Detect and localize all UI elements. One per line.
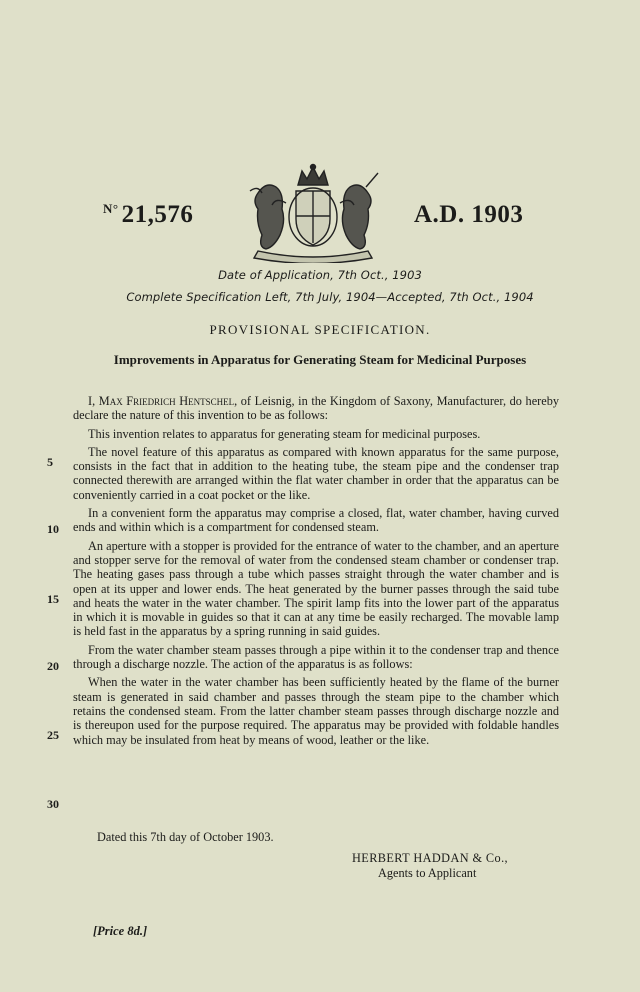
paragraph-operation: When the water in the water chamber has been sufficiently heated by the flame of the burner steam is generated in said chamber and passes through the steam pipe to the chamber which retains the condensed steam. From the latter chamber steam passes through discharge nozzle and is thereupon used for the purpose required. The apparatus may be provided with foldable handles which may be insulated from heat by means of wood, leather or the like.: [73, 675, 559, 747]
line-number: 10: [47, 522, 59, 536]
price-label: [Price 8d.]: [93, 924, 148, 938]
line-number: 20: [47, 659, 59, 673]
complete-specification-date: Complete Specification Left, 7th July, 1904—Accepted, 7th Oct., 1904: [126, 290, 534, 304]
patent-number: [103, 201, 193, 229]
section-heading: PROVISIONAL SPECIFICATION.: [209, 322, 431, 337]
paragraph-relates: This invention relates to apparatus for generating steam for medicinal purposes.: [88, 426, 481, 441]
patent-year: A.D. 1903: [414, 201, 524, 228]
paragraph-novel-feature: The novel feature of this apparatus as compared with known apparatus for the same purpose, consists in the fact that in addition to the heating tube, the steam pipe and the condenser trap connected therewith are arranged within the flat water chamber in order that the apparatus can be conveniently carried in a coat pocket or the like.: [73, 444, 559, 502]
paragraph-steam-path: From the water chamber steam passes through a pipe within it to the condenser trap and thence through a discharge nozzle. The action of the apparatus is as follows:: [73, 642, 559, 672]
paragraph-aperture: An aperture with a stopper is provided for the entrance of water to the chamber, and an aperture and stopper serve for the removal of water from the condensed steam chamber or condenser trap. The heating gases pass through a tube which passes straight through the water chamber and is open at its upper and lower ends. The heat generated by the burner passes through the said tube and heats the water in the water chamber. The spirit lamp fits into the lower part of the apparatus in which it is movable in guides so that it can at any time be easily recharged. The movable lamp is held fast in the apparatus by a spring running in said guides.: [73, 538, 559, 639]
patent-title: Improvements in Apparatus for Generating Steam for Medicinal Purposes: [113, 352, 527, 367]
line-number: 30: [47, 797, 59, 811]
line-number: 15: [47, 592, 59, 606]
number-prefix: N°: [103, 201, 119, 216]
dated-line: Dated this 7th day of October 1903.: [97, 830, 274, 844]
paragraph-declaration: I, Max Friedrich Hentschel, of Leisnig, in the Kingdom of Saxony, Manufacturer, do hereby declare the nature of this invention to be as follows:: [73, 394, 559, 423]
number-value: 21,576: [121, 201, 194, 228]
application-date: Date of Application, 7th Oct., 1903: [218, 268, 422, 282]
royal-coat-of-arms-icon: [240, 163, 386, 263]
specification-body: [73, 394, 559, 751]
line-number: 25: [47, 728, 59, 742]
agent-role: Agents to Applicant: [378, 866, 477, 880]
paragraph-convenient-form: In a convenient form the apparatus may comprise a closed, flat, water chamber, having curved ends and within which is a compartment for condensed steam.: [73, 506, 559, 535]
inventor-name: Max Friedrich Hentschel: [98, 394, 235, 408]
agent-name: HERBERT HADDAN & Co.,: [352, 851, 509, 865]
line-number: 5: [47, 455, 53, 469]
